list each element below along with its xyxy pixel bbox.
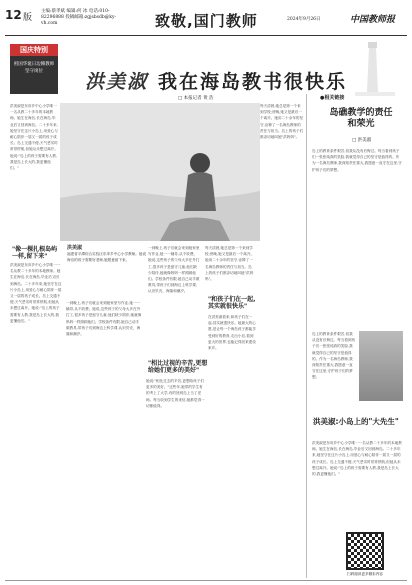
page-number: 12 [5, 8, 22, 22]
sidebar-body: 岛上的教育条件艰苦,但我从没有后悔过。每当看到孩子们一张张纯真的笑脸,我就觉得自己的坚守是值得的。作为一名海岛教师,我深知责任重大,我愿意一直守在这里,守护孩子们的梦想。 [312, 149, 402, 172]
teacher-name: 洪美淑 [85, 71, 149, 93]
sidebar-title: 岛礁教学的责任和荣光 [329, 108, 393, 129]
column-divider [306, 94, 307, 578]
caption-body: 福建省平潭综合实验区东庠乡中心小学教师。她说海岛的孩子需要好老师,她愿意留下来。 [67, 252, 147, 262]
body-column-3: 她说:"相比过去的辛苦,更想给孩子们更多的美好。"这些年,她带的学生有的考上了大学,有的回到岛上当了老师。每当收到学生的来信,她都觉得一切都值得。 [146, 379, 205, 408]
issue-date: 2024年9月26日 [287, 17, 321, 22]
byline: □ 本报记者 黄 浩 [178, 96, 214, 101]
banner-label: 国庆特别 [10, 44, 58, 56]
editor-info: 主编:蔡孝斌 编辑:何 冰 电话:010-82296888 投稿邮箱:zgjsbsdb@ky-vh.com [41, 9, 117, 26]
photo-caption [67, 245, 147, 263]
teacher-photo [60, 103, 260, 241]
special-banner [10, 44, 58, 94]
body-column-4: 在洪美淑看来,和孩子们在一起,其实就很快乐。她最大的心愿,是让每一个海岛孩子都能享受到好的教育,走出小岛,看到更大的世界,也能记得回来建设家乡。 [208, 315, 256, 351]
subhead-2: "相比过视的辛苦,更想给她们更多的美好" [148, 360, 208, 374]
newspaper-logo: 中国教师报 [350, 15, 396, 25]
body-column-4a: 每天清晨,她总是第一个来到学校;傍晚,她又是最后一个离开。她用二十余年的坚守,诠释了一名海岛教师的责任与担当。岛上的孩子们都亲切地叫她"洪妈妈"。 [205, 246, 255, 282]
page-header [5, 6, 407, 36]
sidebar-subtitle: 洪美淑:小岛上的"大先生" [313, 417, 399, 426]
sidebar-author: □ 洪美淑 [352, 138, 372, 143]
body-column-cap-right: 一到晚上,孩子们就会来到她家里写作业,她一一辅导,从不收费。她说,这些孩子的父母大多在外打工,很多孩子是留守儿童,他们缺少陪伴,她就像妈妈一样照顾他们。学校条件有限,她自己动手做教具,带孩子们到海边上科学课,认识贝壳、海藻和潮汐。 [148, 246, 200, 294]
sidebar-body-2: 岛上的教育条件艰苦,但我从没有后悔过。每当看到孩子们一张张纯真的笑脸,我就觉得自己的坚守是值得的。作为一名海岛教师,我深知责任重大,我愿意一直守在这里,守护孩子们的梦想。 [312, 332, 356, 380]
body-column-1a: 洪美淑是东庠乡中心小学唯一一名从教二十多年的本地教师。她生在海岛,长在海岛,毕业后又回到海岛。二十多年来,她坚守在这片小岛上,用爱心与耐心陪伴一届又一届的孩子成长。岛上交通不便,天气恶劣时常常停航,但她从未想过离开。她说:"岛上的孩子需要有人教,我是岛上长大的,我更懂他们。" [10, 104, 58, 171]
qr-code-icon[interactable] [346, 532, 384, 570]
section-title: 致敬,国门教师 [155, 12, 258, 30]
footer-rule [5, 580, 407, 581]
subhead-1: "像一棵扎根岛屿一样,留下来" [12, 246, 58, 260]
headline-text: 我在海岛教书很快乐 [158, 71, 348, 93]
author-portrait [359, 331, 403, 401]
qr-caption: 扫码阅读更多精彩内容 [347, 572, 383, 576]
caption-name: 洪美淑 [67, 245, 83, 251]
lighthouse-icon [345, 37, 400, 97]
sidebar-body-3: 洪美淑是东庠乡中心小学唯一一名从教二十多年的本地教师。她生在海岛,长在海岛,毕业后又回到海岛。二十多年来,她坚守在这片小岛上,用爱心与耐心陪伴一届又一届的孩子成长。岛上交通不便,天气恶劣时常常停航,但她从未想过离开。她说:"岛上的孩子需要有人教,我是岛上长大的,我更懂他们。" [312, 441, 402, 477]
subhead-3: "和孩子们在一起,其实就很快乐" [208, 296, 256, 310]
related-link-tag: ●相关链接 [320, 95, 345, 101]
body-column-5: 每天清晨,她总是第一个来到学校;傍晚,她又是最后一个离开。她用二十余年的坚守,诠释了一名海岛教师的责任与担当。岛上的孩子们都亲切地叫她"洪妈妈"。 [260, 104, 304, 140]
body-column-2: 一到晚上,孩子们就会来到她家里写作业,她一一辅导,从不收费。她说,这些孩子的父母大多在外打工,很多孩子是留守儿童,他们缺少陪伴,她就像妈妈一样照顾他们。学校条件有限,她自己动手做教具,带孩子们到海边上科学课,认识贝壳、海藻和潮汐。 [66, 301, 142, 337]
body-column-1b: 洪美淑是东庠乡中心小学唯一一名从教二十多年的本地教师。她生在海岛,长在海岛,毕业后又回到海岛。二十多年来,她坚守在这片小岛上,用爱心与耐心陪伴一届又一届的孩子成长。岛上交通不便,天气恶劣时常常停航,但她从未想过离开。她说:"岛上的孩子需要有人教,我是岛上长大的,我更懂他们。" [10, 263, 62, 323]
article-headline [85, 67, 347, 94]
page-label: 版 [23, 13, 33, 23]
banner-subtitle: 祖国华诞日边陲教师坚守岗位 [13, 62, 55, 74]
